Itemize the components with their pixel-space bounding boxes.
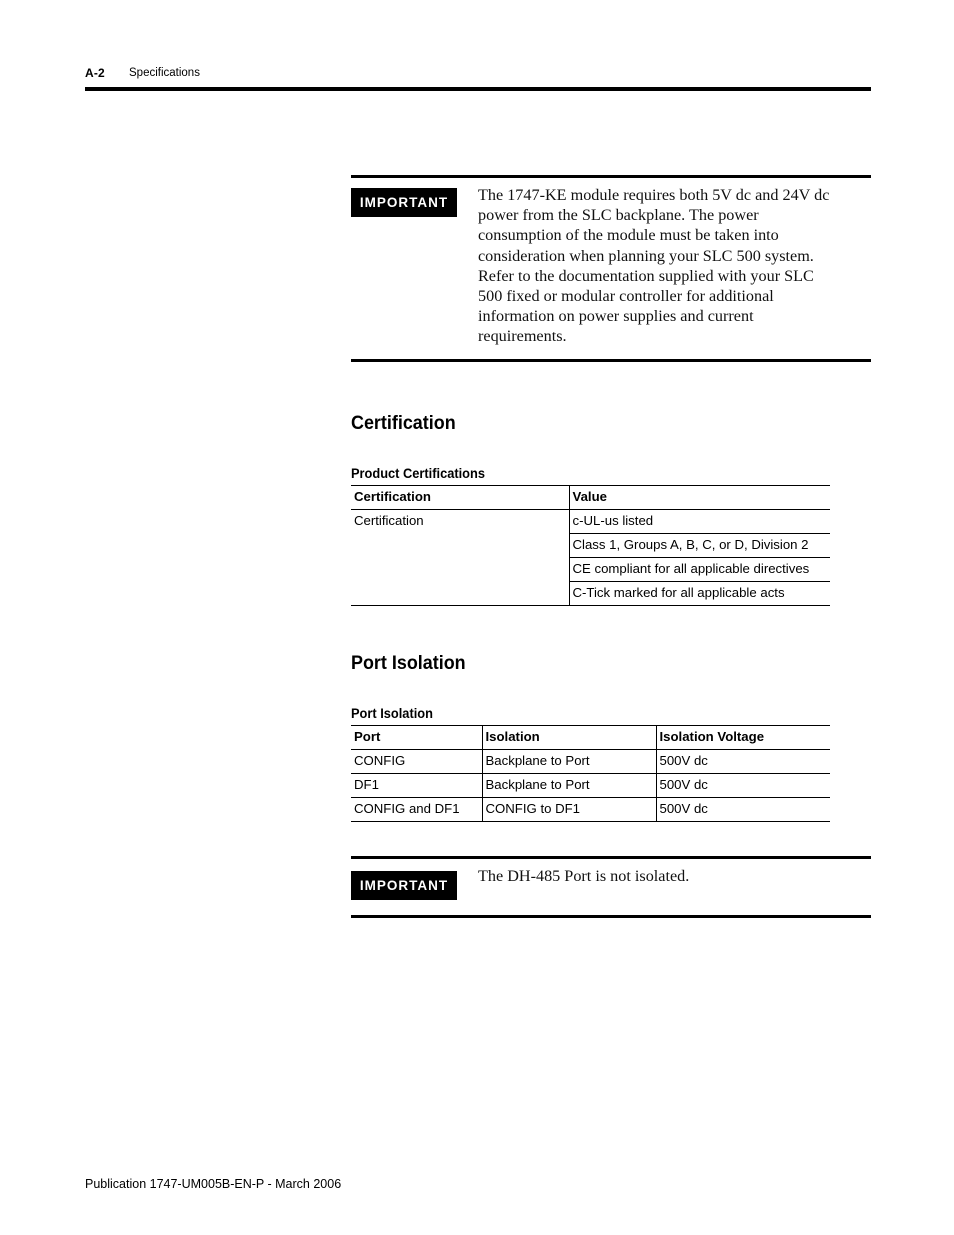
port-cell: CONFIG — [351, 750, 482, 774]
section-name: Specifications — [129, 67, 200, 79]
table-header-row — [351, 486, 830, 510]
certification-row-label: Certification — [354, 513, 424, 528]
important-line: 500 fixed or modular controller for additional — [478, 287, 774, 306]
port-cell: CONFIG and DF1 — [351, 798, 482, 822]
certification-table — [351, 485, 830, 606]
column-header: Isolation Voltage — [656, 726, 830, 750]
important-line: consideration when planning your SLC 500 system. — [478, 246, 814, 265]
table-row — [351, 774, 830, 798]
important-note-dh485 — [351, 856, 871, 920]
important-top-rule — [351, 856, 871, 859]
certification-value: C-Tick marked for all applicable acts — [569, 582, 830, 606]
voltage-cell: 500V dc — [656, 798, 830, 822]
table-row — [351, 558, 830, 582]
header-rule — [85, 87, 871, 91]
page-number: A-2 — [85, 66, 105, 80]
port-cell: DF1 — [351, 774, 482, 798]
important-text — [478, 185, 870, 347]
empty-cell — [351, 534, 569, 558]
important-text: The DH-485 Port is not isolated. — [478, 867, 690, 885]
certification-heading: Certification — [351, 412, 456, 434]
voltage-cell: 500V dc — [656, 750, 830, 774]
voltage-cell: 500V dc — [656, 774, 830, 798]
publication-footer: Publication 1747-UM005B-EN-P - March 2006 — [85, 1177, 342, 1191]
column-header: Isolation — [482, 726, 656, 750]
port-isolation-table — [351, 725, 830, 822]
table-row — [351, 798, 830, 822]
certification-value: CE compliant for all applicable directives — [569, 558, 830, 582]
isolation-cell: Backplane to Port — [482, 750, 656, 774]
column-header: Value — [569, 486, 830, 510]
isolation-cell: Backplane to Port — [482, 774, 656, 798]
column-header: Certification — [351, 486, 569, 510]
isolation-cell: CONFIG to DF1 — [482, 798, 656, 822]
certification-value: Class 1, Groups A, B, C, or D, Division 2 — [569, 534, 830, 558]
table-row — [351, 582, 830, 606]
important-line: requirements. — [478, 327, 567, 346]
certification-table-title: Product Certifications — [351, 466, 485, 481]
important-line: The 1747-KE module requires both 5V dc and 24V dc — [478, 186, 830, 204]
table-header-row — [351, 726, 830, 750]
table-row — [351, 534, 830, 558]
important-label: IMPORTANT — [351, 188, 457, 217]
certification-value: c-UL-us listed — [569, 510, 830, 534]
empty-cell — [351, 582, 569, 606]
port-isolation-heading: Port Isolation — [351, 652, 466, 674]
important-line: information on power supplies and current — [478, 307, 754, 326]
important-bottom-rule — [351, 915, 871, 918]
empty-cell — [351, 558, 569, 582]
important-line: power from the SLC backplane. The power — [478, 206, 759, 225]
table-row — [351, 750, 830, 774]
important-top-rule — [351, 175, 871, 178]
table-row — [351, 510, 830, 534]
port-isolation-table-title: Port Isolation — [351, 706, 433, 721]
important-label: IMPORTANT — [351, 871, 457, 900]
important-bottom-rule — [351, 359, 871, 362]
important-line: consumption of the module must be taken into — [478, 226, 779, 245]
important-line: Refer to the documentation supplied with your SLC — [478, 266, 814, 285]
important-note-power — [351, 175, 871, 363]
page-header — [85, 66, 871, 92]
column-header: Port — [351, 726, 482, 750]
